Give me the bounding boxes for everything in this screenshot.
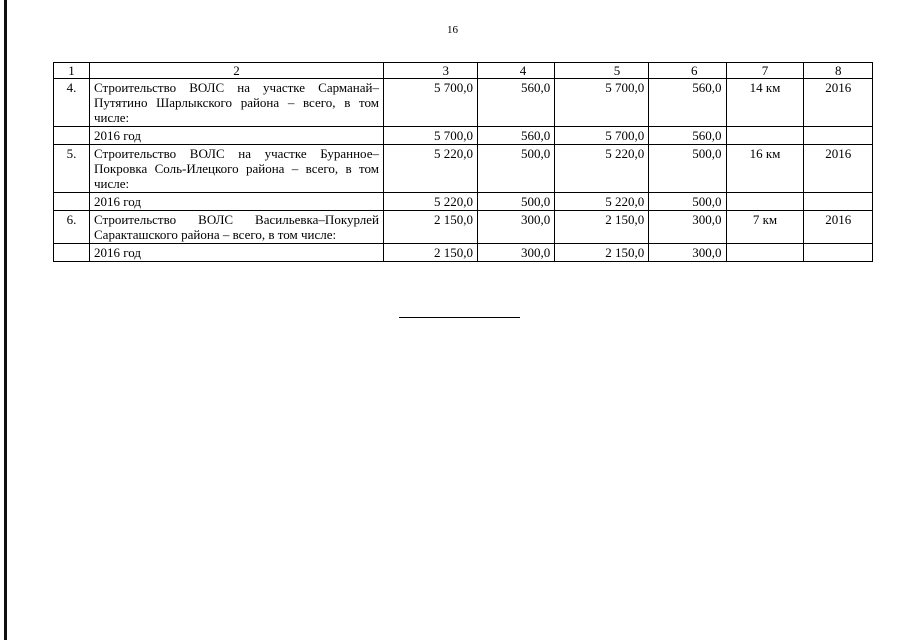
cell-col-6: 560,0 <box>649 79 726 127</box>
cell-col-3: 2 150,0 <box>384 211 478 244</box>
cell-col-3: 5 220,0 <box>384 145 478 193</box>
cell-col-4: 560,0 <box>477 79 554 127</box>
table-row-project <box>54 211 873 244</box>
cell-col-3: 5 700,0 <box>384 79 478 127</box>
cell-year: 2016 <box>804 145 873 193</box>
cell-col-5: 5 700,0 <box>555 79 649 127</box>
header-cell-1: 1 <box>54 63 90 79</box>
header-cell-7: 7 <box>726 63 804 79</box>
budget-table <box>53 62 873 262</box>
header-cell-8: 8 <box>804 63 873 79</box>
header-cell-2: 2 <box>90 63 384 79</box>
table-row-subtotal <box>54 193 873 211</box>
cell-empty <box>726 193 804 211</box>
cell-col-6: 300,0 <box>649 211 726 244</box>
subtotal-label: 2016 год <box>90 244 384 262</box>
scan-edge <box>4 0 7 640</box>
cell-col-3: 5 700,0 <box>384 127 478 145</box>
cell-col-5: 2 150,0 <box>555 211 649 244</box>
project-name: Строительство ВОЛС на участке Сарманай–Путятино Шарлыкского района – всего, в том числе: <box>90 79 384 127</box>
header-cell-4: 4 <box>477 63 554 79</box>
row-number-empty <box>54 193 90 211</box>
cell-year: 2016 <box>804 79 873 127</box>
project-name: Строительство ВОЛС на участке Буранное–Покровка Соль-Илецкого района – всего, в том числе: <box>90 145 384 193</box>
cell-col-5: 2 150,0 <box>555 244 649 262</box>
header-cell-6: 6 <box>649 63 726 79</box>
cell-col-6: 500,0 <box>649 145 726 193</box>
cell-col-4: 300,0 <box>477 211 554 244</box>
row-number: 5. <box>54 145 90 193</box>
header-cell-5: 5 <box>555 63 649 79</box>
cell-length: 14 км <box>726 79 804 127</box>
table-row-subtotal <box>54 244 873 262</box>
cell-length: 7 км <box>726 211 804 244</box>
cell-length: 16 км <box>726 145 804 193</box>
table-header-row <box>54 63 873 79</box>
cell-empty <box>726 127 804 145</box>
cell-col-4: 300,0 <box>477 244 554 262</box>
cell-col-6: 560,0 <box>649 127 726 145</box>
row-number-empty <box>54 127 90 145</box>
cell-col-4: 560,0 <box>477 127 554 145</box>
cell-year: 2016 <box>804 211 873 244</box>
project-name: Строительство ВОЛС Васильевка–Покурлей Саракташского района – всего, в том числе: <box>90 211 384 244</box>
cell-col-3: 2 150,0 <box>384 244 478 262</box>
end-divider <box>399 317 520 318</box>
subtotal-label: 2016 год <box>90 127 384 145</box>
row-number-empty <box>54 244 90 262</box>
cell-col-6: 300,0 <box>649 244 726 262</box>
page-number: 16 <box>447 24 458 36</box>
cell-empty <box>804 193 873 211</box>
cell-col-5: 5 700,0 <box>555 127 649 145</box>
cell-col-6: 500,0 <box>649 193 726 211</box>
cell-col-5: 5 220,0 <box>555 145 649 193</box>
header-cell-3: 3 <box>384 63 478 79</box>
cell-empty <box>726 244 804 262</box>
cell-col-3: 5 220,0 <box>384 193 478 211</box>
cell-col-4: 500,0 <box>477 145 554 193</box>
cell-col-4: 500,0 <box>477 193 554 211</box>
cell-empty <box>804 127 873 145</box>
table-row-project <box>54 79 873 127</box>
row-number: 6. <box>54 211 90 244</box>
cell-empty <box>804 244 873 262</box>
cell-col-5: 5 220,0 <box>555 193 649 211</box>
table-row-project <box>54 145 873 193</box>
table-row-subtotal <box>54 127 873 145</box>
subtotal-label: 2016 год <box>90 193 384 211</box>
row-number: 4. <box>54 79 90 127</box>
